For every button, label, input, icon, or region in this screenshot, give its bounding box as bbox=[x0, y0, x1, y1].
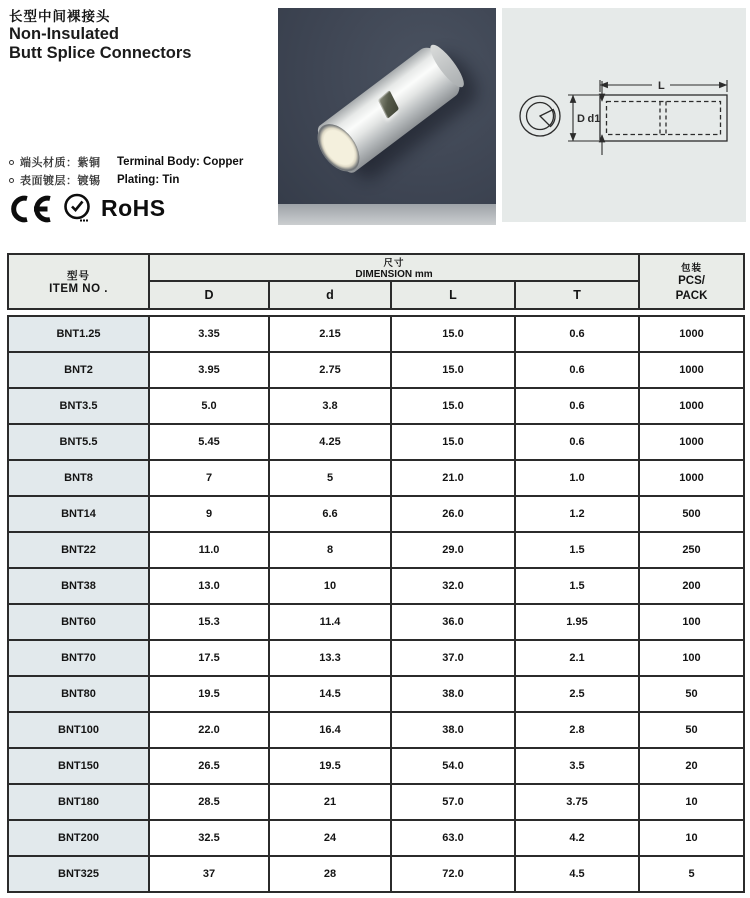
dimension-value-cell: 11.4 bbox=[269, 604, 391, 640]
technical-diagram bbox=[502, 8, 746, 222]
table-row bbox=[8, 676, 744, 712]
col-header-pack bbox=[639, 254, 744, 309]
page-title-en-line2: Butt Splice Connectors bbox=[9, 43, 192, 62]
item-no-cell: BNT5.5 bbox=[8, 424, 149, 460]
dimension-value-cell: 0.6 bbox=[515, 388, 639, 424]
dimension-value-cell: 11.0 bbox=[149, 532, 269, 568]
spec-en-body: Terminal Body: Copper bbox=[117, 156, 244, 168]
table-row bbox=[8, 604, 744, 640]
material-specs bbox=[9, 153, 243, 189]
certification-marks bbox=[7, 192, 166, 225]
dimension-value-cell: 4.5 bbox=[515, 856, 639, 892]
table-row bbox=[8, 532, 744, 568]
bullet-icon bbox=[9, 160, 14, 165]
dimension-value-cell: 9 bbox=[149, 496, 269, 532]
dimension-value-cell: 57.0 bbox=[391, 784, 515, 820]
col-header-item-no bbox=[8, 254, 149, 309]
item-no-cell: BNT80 bbox=[8, 676, 149, 712]
dimension-value-cell: 2.75 bbox=[269, 352, 391, 388]
dimension-value-cell: 5 bbox=[639, 856, 744, 892]
title-block bbox=[9, 5, 191, 62]
diagram-label-d1: d1 bbox=[587, 113, 601, 125]
dimension-value-cell: 3.95 bbox=[149, 352, 269, 388]
dimension-value-cell: 3.75 bbox=[515, 784, 639, 820]
table-row bbox=[8, 496, 744, 532]
dimension-value-cell: 26.5 bbox=[149, 748, 269, 784]
item-no-cell: BNT180 bbox=[8, 784, 149, 820]
table-row bbox=[8, 568, 744, 604]
table-row bbox=[8, 424, 744, 460]
dimension-value-cell: 32.5 bbox=[149, 820, 269, 856]
dimension-value-cell: 38.0 bbox=[391, 676, 515, 712]
dimension-value-cell: 1000 bbox=[639, 388, 744, 424]
dimension-value-cell: 13.0 bbox=[149, 568, 269, 604]
col-header-item-en: ITEM NO . bbox=[49, 283, 108, 295]
dimension-value-cell: 72.0 bbox=[391, 856, 515, 892]
side-view bbox=[600, 95, 727, 141]
dimension-value-cell: 22.0 bbox=[149, 712, 269, 748]
table-row bbox=[8, 856, 744, 892]
spec-line-body bbox=[9, 153, 243, 171]
dimension-value-cell: 15.0 bbox=[391, 388, 515, 424]
dimension-value-cell: 36.0 bbox=[391, 604, 515, 640]
dimension-value-cell: 54.0 bbox=[391, 748, 515, 784]
dimension-value-cell: 8 bbox=[269, 532, 391, 568]
dimension-value-cell: 16.4 bbox=[269, 712, 391, 748]
item-no-cell: BNT22 bbox=[8, 532, 149, 568]
dimension-value-cell: 2.8 bbox=[515, 712, 639, 748]
dimension-value-cell: 2.15 bbox=[269, 316, 391, 352]
dimension-value-cell: 0.6 bbox=[515, 352, 639, 388]
dimension-value-cell: 38.0 bbox=[391, 712, 515, 748]
dimension-value-cell: 0.6 bbox=[515, 424, 639, 460]
col-header-pack-en1: PCS/ bbox=[678, 274, 705, 287]
dimension-value-cell: 100 bbox=[639, 604, 744, 640]
item-no-cell: BNT8 bbox=[8, 460, 149, 496]
spec-zh-plating: 表面镀层：镀锡 bbox=[20, 175, 101, 187]
dimension-value-cell: 1000 bbox=[639, 352, 744, 388]
col-header-pack-en2: PACK bbox=[675, 289, 708, 302]
dimension-value-cell: 4.2 bbox=[515, 820, 639, 856]
page-title-zh: 长型中间裸接头 bbox=[9, 9, 111, 24]
dimension-value-cell: 6.6 bbox=[269, 496, 391, 532]
dimension-value-cell: 5.0 bbox=[149, 388, 269, 424]
item-no-cell: BNT1.25 bbox=[8, 316, 149, 352]
dimension-value-cell: 1.2 bbox=[515, 496, 639, 532]
dimension-value-cell: 3.8 bbox=[269, 388, 391, 424]
spec-en-plating: Plating: Tin bbox=[117, 174, 180, 186]
item-no-cell: BNT150 bbox=[8, 748, 149, 784]
item-no-cell: BNT200 bbox=[8, 820, 149, 856]
dimension-value-cell: 15.3 bbox=[149, 604, 269, 640]
dimension-value-cell: 3.5 bbox=[515, 748, 639, 784]
dimension-value-cell: 100 bbox=[639, 640, 744, 676]
tube-end-face bbox=[425, 41, 468, 92]
dimension-value-cell: 29.0 bbox=[391, 532, 515, 568]
spec-line-plating bbox=[9, 171, 243, 189]
dimension-value-cell: 7 bbox=[149, 460, 269, 496]
tube-bore-hole bbox=[309, 116, 368, 179]
table-row bbox=[8, 748, 744, 784]
item-no-cell: BNT2 bbox=[8, 352, 149, 388]
dimension-value-cell: 5.45 bbox=[149, 424, 269, 460]
rohs-label: RoHS bbox=[101, 195, 166, 221]
table-row bbox=[8, 352, 744, 388]
dimension-value-cell: 5 bbox=[269, 460, 391, 496]
dimension-value-cell: 1.95 bbox=[515, 604, 639, 640]
item-no-cell: BNT38 bbox=[8, 568, 149, 604]
dimension-value-cell: 20 bbox=[639, 748, 744, 784]
dimension-value-cell: 1000 bbox=[639, 316, 744, 352]
dimension-value-cell: 250 bbox=[639, 532, 744, 568]
col-header-T: T bbox=[515, 281, 639, 309]
page-title-en-line1: Non-Insulated bbox=[9, 25, 119, 43]
dimension-value-cell: 50 bbox=[639, 712, 744, 748]
table-row bbox=[8, 388, 744, 424]
dimension-value-cell: 1.5 bbox=[515, 568, 639, 604]
table-row bbox=[8, 820, 744, 856]
table-row bbox=[8, 316, 744, 352]
dimension-value-cell: 13.3 bbox=[269, 640, 391, 676]
dimension-value-cell: 15.0 bbox=[391, 424, 515, 460]
end-view bbox=[520, 96, 560, 136]
dimension-value-cell: 1000 bbox=[639, 424, 744, 460]
dimension-value-cell: 19.5 bbox=[269, 748, 391, 784]
col-header-pack-zh: 包装 bbox=[681, 262, 703, 274]
col-header-D: D bbox=[149, 281, 269, 309]
dimension-value-cell: 21.0 bbox=[391, 460, 515, 496]
diagram-label-L: L bbox=[658, 80, 665, 92]
spec-table-body bbox=[7, 315, 745, 893]
dimension-value-cell: 200 bbox=[639, 568, 744, 604]
item-no-cell: BNT70 bbox=[8, 640, 149, 676]
col-header-dimension-group bbox=[149, 254, 639, 281]
col-header-L: L bbox=[391, 281, 515, 309]
dimension-value-cell: 10 bbox=[639, 784, 744, 820]
dimension-value-cell: 4.25 bbox=[269, 424, 391, 460]
item-no-cell: BNT14 bbox=[8, 496, 149, 532]
dimension-value-cell: 10 bbox=[639, 820, 744, 856]
dimension-value-cell: 2.5 bbox=[515, 676, 639, 712]
dimension-value-cell: 28.5 bbox=[149, 784, 269, 820]
dimension-value-cell: 19.5 bbox=[149, 676, 269, 712]
col-header-d: d bbox=[269, 281, 391, 309]
connector-tube-image bbox=[312, 40, 468, 178]
col-header-dim-zh: 尺寸 bbox=[383, 258, 405, 269]
dimension-value-cell: 1.0 bbox=[515, 460, 639, 496]
table-row bbox=[8, 712, 744, 748]
col-header-dim-en: DIMENSION mm bbox=[355, 269, 433, 280]
bullet-icon bbox=[9, 178, 14, 183]
col-header-item-zh: 型号 bbox=[67, 270, 90, 282]
dimension-value-cell: 10 bbox=[269, 568, 391, 604]
quality-cert-icon bbox=[62, 192, 92, 225]
dimension-value-cell: 37.0 bbox=[391, 640, 515, 676]
table-row bbox=[8, 460, 744, 496]
dimension-value-cell: 28 bbox=[269, 856, 391, 892]
product-photo bbox=[278, 8, 496, 225]
item-no-cell: BNT60 bbox=[8, 604, 149, 640]
table-row bbox=[8, 784, 744, 820]
dimension-value-cell: 1.5 bbox=[515, 532, 639, 568]
dimension-value-cell: 37 bbox=[149, 856, 269, 892]
dimension-value-cell: 63.0 bbox=[391, 820, 515, 856]
dimension-value-cell: 14.5 bbox=[269, 676, 391, 712]
dimension-value-cell: 26.0 bbox=[391, 496, 515, 532]
table-row bbox=[8, 640, 744, 676]
dimension-value-cell: 32.0 bbox=[391, 568, 515, 604]
spec-zh-body: 端头材质：紫铜 bbox=[20, 157, 101, 169]
dimension-value-cell: 3.35 bbox=[149, 316, 269, 352]
item-no-cell: BNT325 bbox=[8, 856, 149, 892]
item-no-cell: BNT100 bbox=[8, 712, 149, 748]
dimension-value-cell: 0.6 bbox=[515, 316, 639, 352]
dimension-value-cell: 50 bbox=[639, 676, 744, 712]
dimension-value-cell: 24 bbox=[269, 820, 391, 856]
dimension-value-cell: 17.5 bbox=[149, 640, 269, 676]
photo-floor bbox=[278, 204, 496, 225]
dimension-value-cell: 500 bbox=[639, 496, 744, 532]
ce-mark-icon bbox=[7, 194, 53, 224]
dimension-value-cell: 21 bbox=[269, 784, 391, 820]
dimension-value-cell: 15.0 bbox=[391, 352, 515, 388]
tube-inspection-dimple bbox=[378, 90, 399, 119]
diagram-label-D: D bbox=[577, 113, 585, 125]
dimension-value-cell: 1000 bbox=[639, 460, 744, 496]
item-no-cell: BNT3.5 bbox=[8, 388, 149, 424]
dimension-value-cell: 2.1 bbox=[515, 640, 639, 676]
dimension-value-cell: 15.0 bbox=[391, 316, 515, 352]
spec-table-header bbox=[7, 253, 745, 310]
